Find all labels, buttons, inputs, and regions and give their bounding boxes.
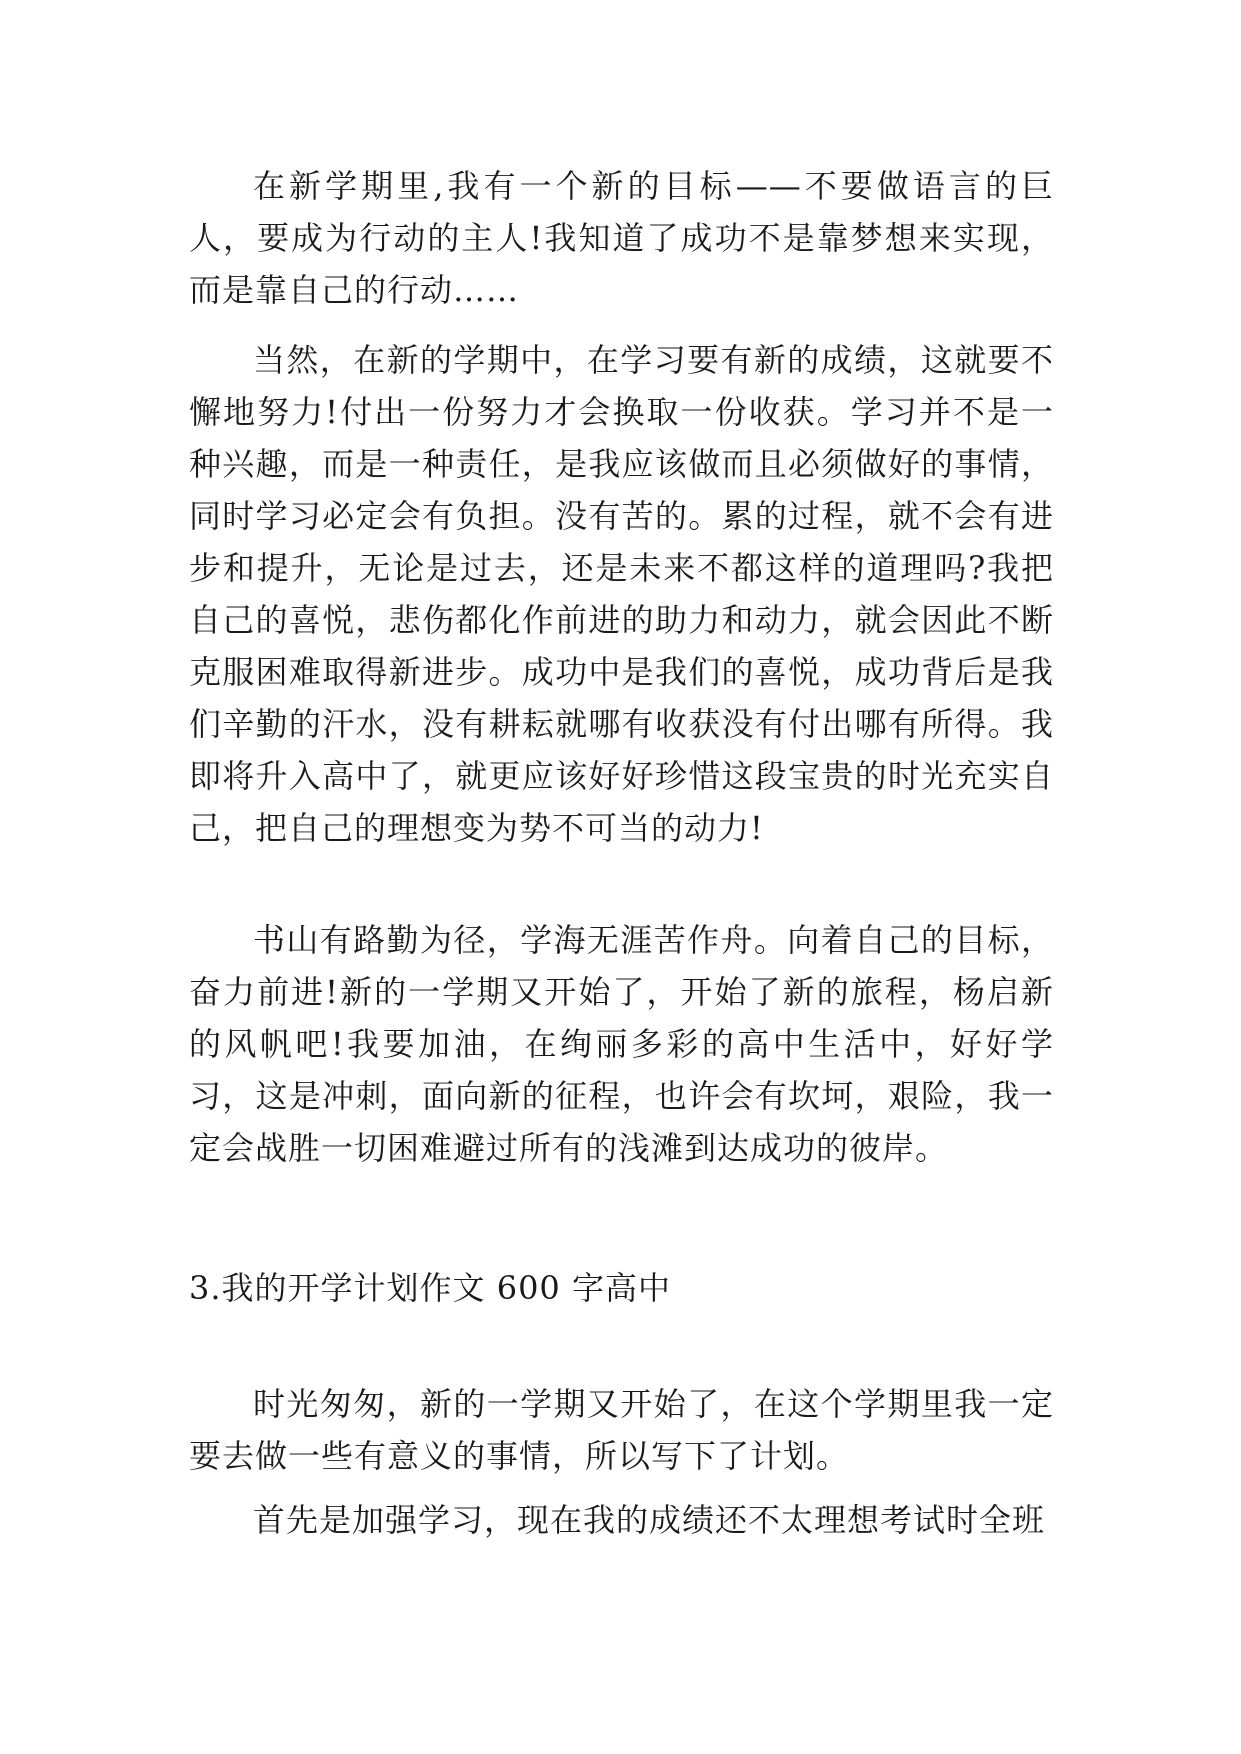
paragraph: 在新学期里,我有一个新的目标——不要做语言的巨人，要成为行动的主人!我知道了成功不是靠梦想来实现，而是靠自己的行动……	[189, 167, 1054, 309]
section-heading: 3.我的开学计划作文 600 字高中	[189, 1269, 671, 1307]
paragraph: 首先是加强学习，现在我的成绩还不太理想考试时全班	[253, 1501, 1046, 1539]
paragraph: 书山有路勤为径，学海无涯苦作舟。向着自己的目标，奋力前进!新的一学期又开始了，开始了新的旅程，杨启新的风帆吧!我要加油，在绚丽多彩的高中生活中，好好学习，这是冲刺，面向新的征程，也许会有坎坷，艰险，我一定会战胜一切困难避过所有的浅滩到达成功的彼岸。	[189, 921, 1054, 1167]
paragraph: 时光匆匆，新的一学期又开始了，在这个学期里我一定要去做一些有意义的事情，所以写下了计划。	[189, 1385, 1054, 1475]
paragraph: 当然，在新的学期中，在学习要有新的成绩，这就要不懈地努力!付出一份努力才会换取一份收获。学习并不是一种兴趣，而是一种责任，是我应该做而且必须做好的事情，同时学习必定会有负担。没有苦的。累的过程，就不会有进步和提升，无论是过去，还是未来不都这样的道理吗?我把自己的喜悦，悲伤都化作前进的助力和动力，就会因此不断克服困难取得新进步。成功中是我们的喜悦，成功背后是我们辛勤的汗水，没有耕耘就哪有收获没有付出哪有所得。我即将升入高中了，就更应该好好珍惜这段宝贵的时光充实自己，把自己的理想变为势不可当的动力!	[189, 341, 1054, 847]
